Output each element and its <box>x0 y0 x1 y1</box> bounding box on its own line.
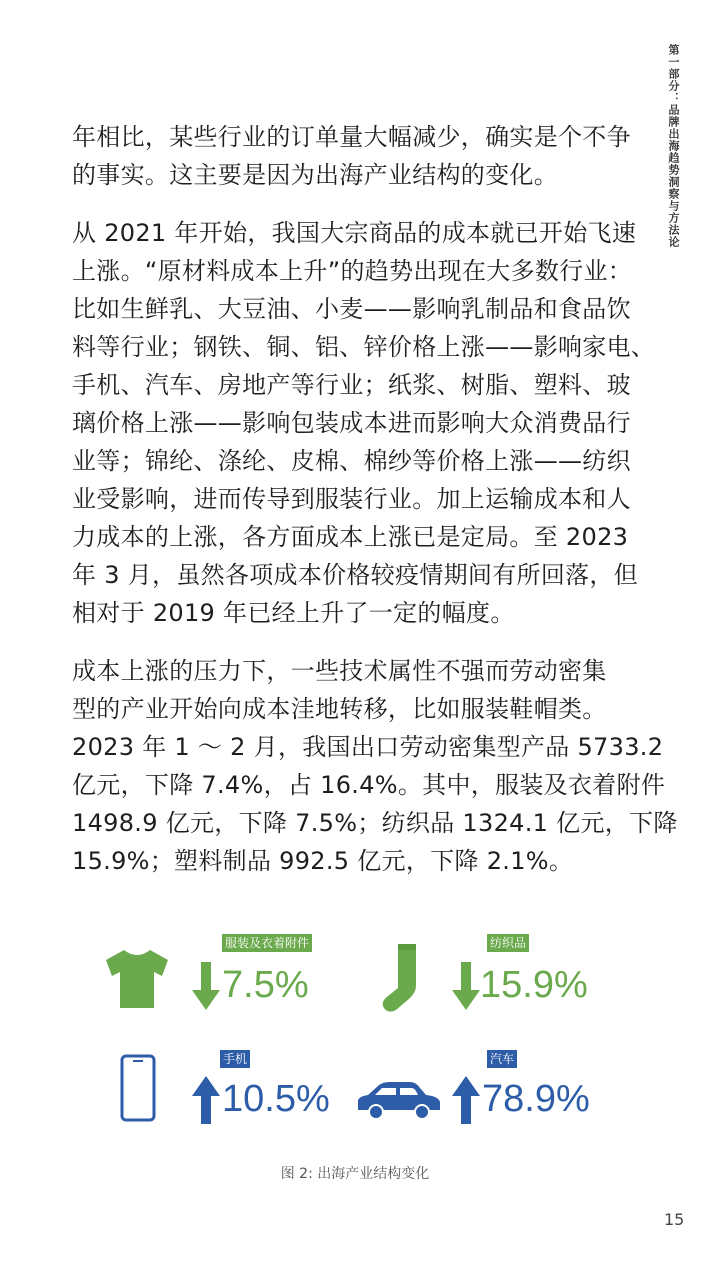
stat-apparel <box>72 926 342 1026</box>
industry-structure-figure <box>72 926 642 1156</box>
text-line: 力成本的上涨，各方面成本上涨已是定局。至 2023 <box>72 523 629 551</box>
text-line: 业受影响，进而传导到服装行业。加上运输成本和人 <box>72 485 631 513</box>
section-side-title: 第一部分：品牌出海趋势洞察与方法论 <box>667 44 680 248</box>
stat-label: 纺织品 <box>487 934 529 952</box>
stat-phone <box>72 1044 342 1154</box>
text-line: 相对于 2019 年已经上升了一定的幅度。 <box>72 599 515 627</box>
text-line: 从 2021 年开始，我国大宗商品的成本就已开始飞速 <box>72 219 637 247</box>
text-line: 型的产业开始向成本洼地转移，比如服装鞋帽类。 <box>72 695 607 723</box>
text-line: 比如生鲜乳、大豆油、小麦——影响乳制品和食品饮 <box>72 295 631 323</box>
stat-label: 手机 <box>220 1050 250 1068</box>
up-arrow-icon <box>192 1076 220 1124</box>
page-number: 15 <box>664 1210 685 1229</box>
down-arrow-icon <box>452 962 480 1010</box>
text-line: 年 3 月，虽然各项成本价格较疫情期间有所回落，但 <box>72 561 639 589</box>
stat-label: 服装及衣着附件 <box>222 934 312 952</box>
text-line: 的事实。这主要是因为出海产业结构的变化。 <box>72 161 558 189</box>
text-line: 亿元，下降 7.4%，占 16.4%。其中，服装及衣着附件 <box>72 771 666 799</box>
text-line: 年相比，某些行业的订单量大幅减少，确实是个不争 <box>72 123 631 151</box>
down-arrow-icon <box>192 962 220 1010</box>
stat-textiles <box>362 926 642 1026</box>
paragraph-1 <box>72 118 642 194</box>
tshirt-icon <box>102 946 172 1010</box>
car-icon <box>352 1078 444 1124</box>
text-line: 1498.9 亿元，下降 7.5%；纺织品 1324.1 亿元，下降 <box>72 809 678 837</box>
text-line: 璃价格上涨——影响包装成本进而影响大众消费品行 <box>72 409 631 437</box>
text-line: 业等；锦纶、涤纶、皮棉、棉纱等价格上涨——纺织 <box>72 447 631 475</box>
text-line: 2023 年 1 ～ 2 月，我国出口劳动密集型产品 5733.2 <box>72 733 664 761</box>
stat-label: 汽车 <box>487 1050 517 1068</box>
phone-icon <box>120 1054 156 1122</box>
text-line: 料等行业；钢铁、铜、铝、锌价格上涨——影响家电、 <box>72 333 656 361</box>
sock-icon <box>378 942 434 1014</box>
text-line: 手机、汽车、房地产等行业；纸浆、树脂、塑料、玻 <box>72 371 631 399</box>
stat-value: 78.9% <box>482 1078 590 1120</box>
text-line: 成本上涨的压力下，一些技术属性不强而劳动密集 <box>72 657 607 685</box>
up-arrow-icon <box>452 1076 480 1124</box>
stat-value: 15.9% <box>480 964 588 1006</box>
stat-value: 7.5% <box>222 964 309 1006</box>
stat-value: 10.5% <box>222 1078 330 1120</box>
text-line: 上涨。“原材料成本上升”的趋势出现在大多数行业： <box>72 257 633 285</box>
stat-car <box>352 1044 642 1154</box>
figure-caption: 图 2: 出海产业结构变化 <box>280 1166 430 1182</box>
text-line: 15.9%；塑料制品 992.5 亿元，下降 2.1%。 <box>72 847 574 875</box>
paragraph-2 <box>72 214 656 632</box>
paragraph-3 <box>72 652 678 880</box>
